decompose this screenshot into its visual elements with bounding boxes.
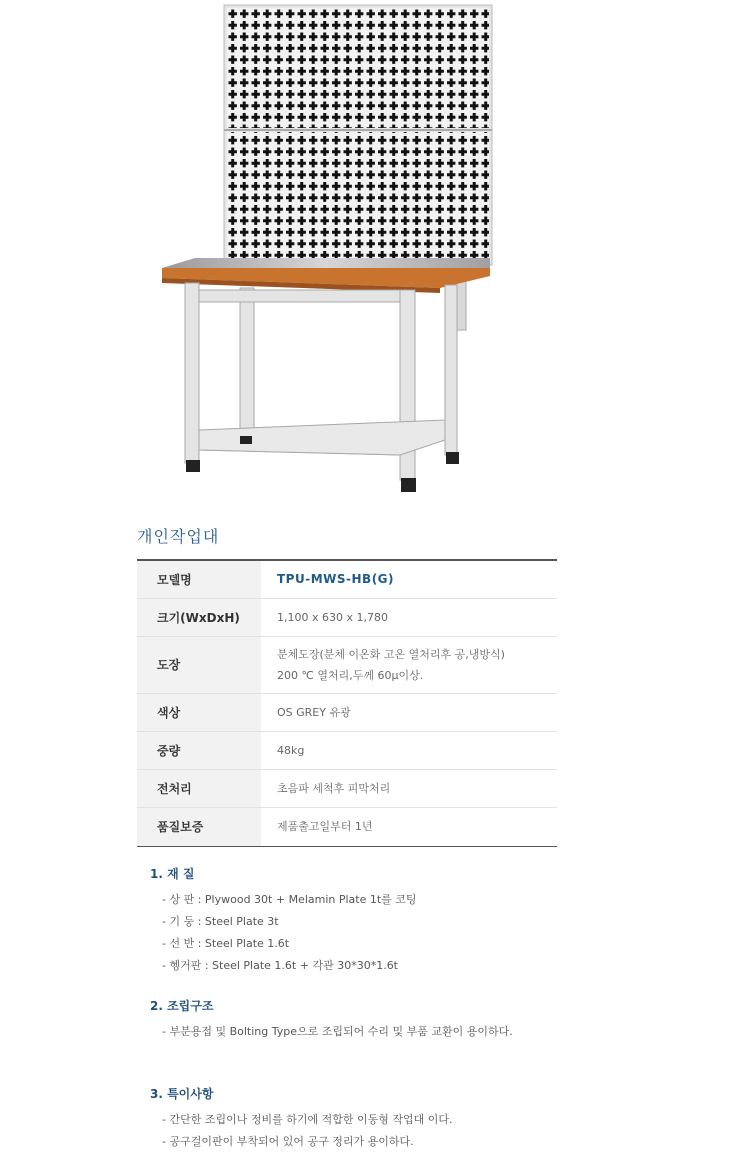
section-material [150, 865, 417, 977]
section-title: 1. 재 질 [150, 867, 195, 881]
section-item: - 부분용접 및 Bolting Type으로 조립되어 수리 및 부품 교환이 용이하다. [162, 1025, 513, 1038]
pegboard [224, 5, 492, 265]
section-item: - 기 둥 : Steel Plate 3t [162, 915, 279, 928]
spec-value: 초음파 세척후 피막처리 [261, 769, 557, 807]
spec-label: 품질보증 [137, 807, 261, 846]
spec-row [137, 693, 557, 731]
spec-row [137, 807, 557, 846]
spec-row [137, 731, 557, 769]
spec-label: 색상 [137, 693, 261, 731]
spec-value: OS GREY 유광 [261, 693, 557, 731]
spec-row [137, 636, 557, 693]
spec-label: 모델명 [137, 560, 261, 598]
section-title: 3. 특이사항 [150, 1087, 214, 1101]
spec-value [261, 636, 557, 693]
spec-value: 1,100 x 630 x 1,780 [261, 598, 557, 636]
spec-row [137, 560, 557, 598]
spec-row [137, 598, 557, 636]
spec-value-line: 분체도장(분체 이온화 고온 열처리후 공,냉방식) [277, 647, 505, 661]
section-item: - 헹거판 : Steel Plate 1.6t + 각관 30*30*1.6t [162, 959, 398, 972]
spec-row [137, 769, 557, 807]
spec-label: 중량 [137, 731, 261, 769]
spec-table [137, 559, 557, 847]
frame [185, 283, 457, 480]
spec-value: TPU-MWS-HB(G) [261, 560, 557, 598]
section-item: - 공구걸이판이 부착되어 있어 공구 정리가 용이하다. [162, 1135, 414, 1148]
section-item: - 간단한 조립이나 정비를 하기에 적합한 이동형 작업대 이다. [162, 1113, 453, 1126]
page-title: 개인작업대 [137, 527, 220, 546]
section-assembly [150, 997, 513, 1043]
spec-label: 도장 [137, 636, 261, 693]
spec-value: 제품출고일부터 1년 [277, 820, 373, 833]
workbench-product-image [150, 0, 500, 500]
spec-value: 48kg [261, 731, 557, 769]
section-item: - 상 판 : Plywood 30t + Melamin Plate 1t를 코팅 [162, 893, 417, 906]
section-features [150, 1085, 452, 1153]
spec-label: 크기(WxDxH) [137, 598, 261, 636]
spec-label: 전처리 [137, 769, 261, 807]
section-item: - 선 반 : Steel Plate 1.6t [162, 937, 290, 950]
spec-value-line: 200 ℃ 열처리,두께 60μ이상. [277, 668, 424, 682]
section-title: 2. 조립구조 [150, 999, 214, 1013]
